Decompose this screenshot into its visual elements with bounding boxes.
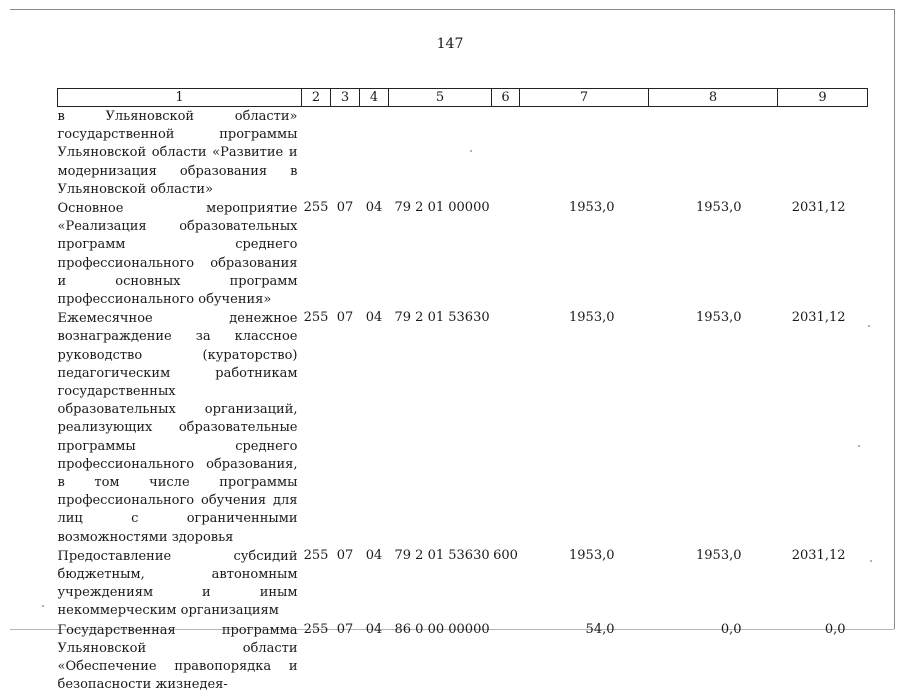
table-row	[58, 547, 868, 621]
header-col-1: 1	[58, 89, 302, 107]
page-number: 147	[436, 36, 464, 52]
row-c9: 0,0	[824, 621, 846, 637]
row-name: Ежемесячное денежное вознаграждение за классное руководство (кураторство) педагогическим работникам государственных образовательных организаций, реализующих образовательные программы среднего профессионального образования, в том числе программы профессионального обучения для лиц с ограниченными возможностями здоровья	[57, 311, 298, 545]
row-c7: 1953,0	[569, 310, 615, 326]
row-c6: 600	[493, 547, 518, 563]
row-name: Государственная программа Ульяновской области «Обеспечение правопорядка и безопасности жизнедея-	[57, 622, 298, 693]
scan-speck	[470, 150, 472, 152]
table-row	[58, 621, 868, 695]
header-col-5: 5	[389, 89, 492, 107]
row-c3: 07	[336, 310, 354, 326]
row-c4: 04	[365, 200, 383, 216]
header-col-6: 6	[492, 89, 520, 107]
row-c6	[492, 107, 520, 200]
row-c4: 04	[365, 621, 383, 637]
row-c8	[649, 107, 778, 200]
row-c5	[389, 107, 492, 200]
header-col-4: 4	[360, 89, 389, 107]
row-c2: 255	[303, 200, 329, 216]
table-row	[58, 199, 868, 309]
row-c7: 1953,0	[569, 200, 615, 216]
row-c9: 2031,12	[791, 310, 846, 326]
scan-speck	[870, 560, 872, 562]
row-c3: 07	[336, 547, 354, 563]
row-c2: 255	[303, 621, 329, 637]
row-c4: 04	[365, 547, 383, 563]
row-name: Основное мероприятие «Реализация образовательных программ среднего профессионального образования и основных программ профессионального обучения»	[57, 201, 298, 308]
scan-speck	[42, 605, 44, 607]
row-name: в Ульяновской области» государственной программы Ульяновской области «Развитие и модернизация образования в Ульяновской области»	[57, 109, 298, 197]
row-c5: 79 2 01 53630	[394, 310, 490, 326]
row-c2: 255	[303, 310, 329, 326]
row-c7: 1953,0	[569, 547, 615, 563]
row-c8: 1953,0	[696, 200, 742, 216]
row-c6	[492, 199, 520, 309]
row-c9: 2031,12	[791, 200, 846, 216]
header-col-8: 8	[649, 89, 778, 107]
row-c4: 04	[365, 310, 383, 326]
row-c8: 1953,0	[696, 547, 742, 563]
header-col-9: 9	[778, 89, 868, 107]
row-c2: 255	[303, 547, 329, 563]
row-c5: 79 2 01 53630	[394, 547, 490, 563]
row-c8: 0,0	[720, 621, 742, 637]
header-col-3: 3	[331, 89, 360, 107]
row-c9: 2031,12	[791, 547, 846, 563]
row-c3	[331, 107, 360, 200]
row-name: Предоставление субсидий бюджетным, автономным учреждениям и иным некоммерческим организациям	[57, 548, 298, 619]
row-c3: 07	[336, 621, 354, 637]
row-c3: 07	[336, 200, 354, 216]
row-c4	[360, 107, 389, 200]
header-col-2: 2	[302, 89, 331, 107]
header-row	[58, 89, 868, 107]
row-c6	[492, 309, 520, 547]
table-row	[58, 107, 868, 200]
row-c6	[492, 621, 520, 695]
page-border-top	[10, 9, 894, 10]
row-c5: 79 2 01 00000	[394, 200, 490, 216]
row-c2	[302, 107, 331, 200]
row-c7	[520, 107, 649, 200]
page-border-right	[894, 9, 895, 629]
row-c8: 1953,0	[696, 310, 742, 326]
table-row	[58, 309, 868, 547]
row-c7: 54,0	[585, 621, 615, 637]
header-col-7: 7	[520, 89, 649, 107]
row-c9	[778, 107, 868, 200]
scan-speck	[858, 445, 860, 447]
row-c5: 86 0 00 00000	[394, 621, 490, 637]
scan-speck	[868, 325, 870, 327]
budget-table	[57, 88, 868, 695]
